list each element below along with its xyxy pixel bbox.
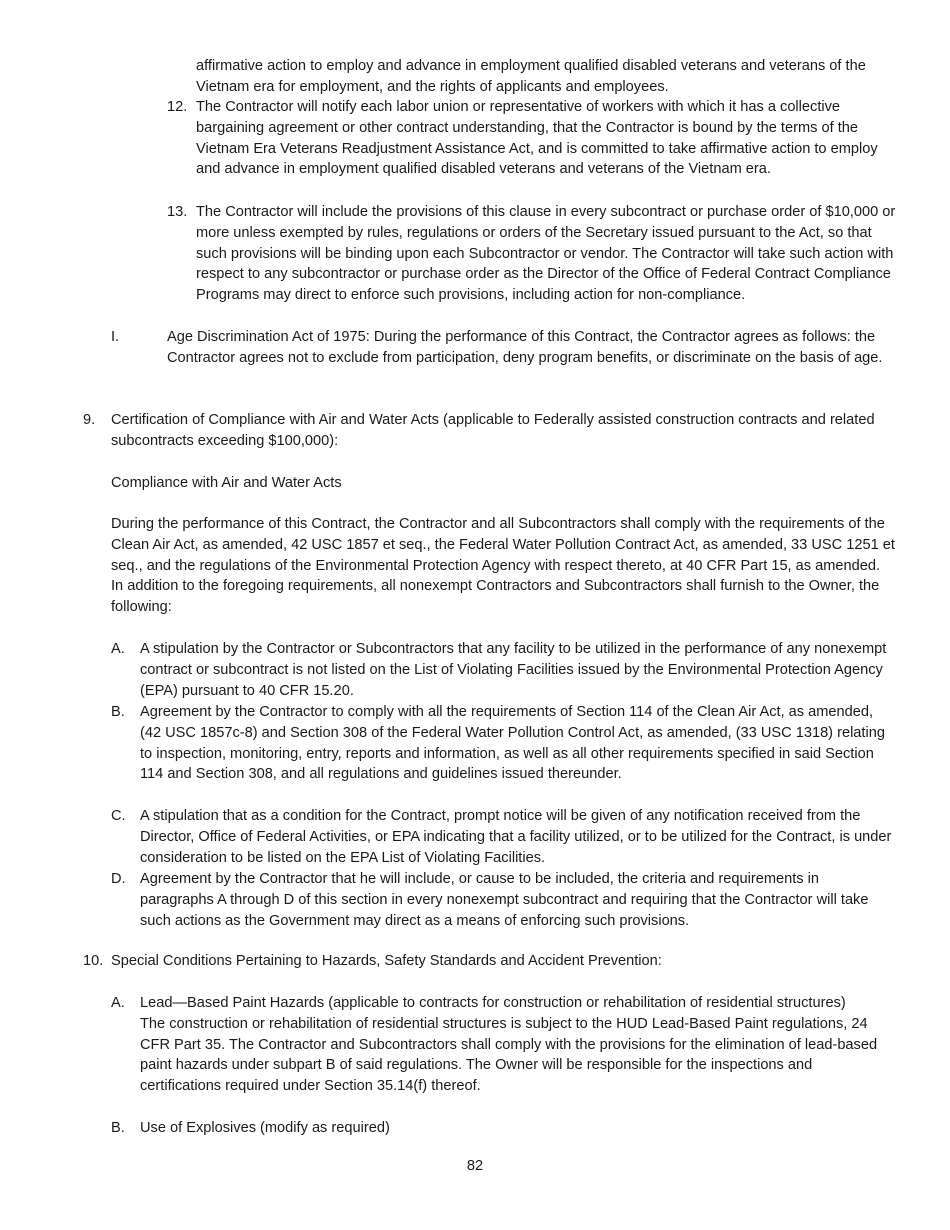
section-9-item-d-text: Agreement by the Contractor that he will include, or cause to be included, the criteria and requirements in paragraphs A through D of this section in every nonexempt subcontract and requiring that the Contractor will take such actions as the Government may direct as a means of enforcing such provisions.: [140, 871, 869, 929]
section-10-item-a-letter: A.: [111, 995, 125, 1011]
section-9-number: 9.: [83, 412, 96, 428]
section-9-item-b-text: Agreement by the Contractor to comply with all the requirements of Section 114 of the Clean Air Act, as amended, (42 USC 1857c-8) and Section 308 of the Federal Water Pollution Control Act, as amended, (33 USC 1318) relating to inspection, monitoring, entry, reports and information, as well as all other requirements specified in said Section 114 and Section 308, and all regulations and guidelines issued thereunder.: [140, 704, 885, 783]
list-item-12-text: The Contractor will notify each labor union or representative of workers with which it has a collective bargaining agreement or other contract understanding, that the Contractor is bound by the terms of the Vietnam Era Veterans Readjustment Assistance Act, and is committed to take affirmative action to employ and advance in employment qualified disabled veterans and veterans of the Vietnam era.: [196, 99, 878, 178]
section-9-paragraph: During the performance of this Contract, the Contractor and all Subcontractors shall comply with the requirements of the Clean Air Act, as amended, 42 USC 1857 et seq., the Federal Water Pollution Contract Act, as amended, 33 USC 1251 et seq., and the regulations of the Environmental Protection Agency with respect thereto, at 40 CFR Part 15, as amended. In addition to the foregoing requirements, all nonexempt Contractors and Subcontractors shall furnish to the Owner, the following:: [111, 516, 895, 616]
section-9-heading: Certification of Compliance with Air and Water Acts (applicable to Federally assisted construction contracts and related subcontracts exceeding $100,000):: [111, 412, 875, 449]
section-10-item-b-title: Use of Explosives (modify as required): [140, 1120, 390, 1136]
list-item-13-text: The Contractor will include the provisions of this clause in every subcontract or purchase order of $10,000 or more unless exempted by rules, regulations or orders of the Secretary issued pursuant to the Act, so that such provisions will be binding upon each Subcontractor or vendor. The Contractor will take such action with respect to any subcontractor or purchase order as the Director of the Office of Federal Contract Compliance Programs may direct to enforce such provisions, including action for non-compliance.: [196, 204, 896, 304]
continuation-paragraph: affirmative action to employ and advance in employment qualified disabled veterans and veterans of the Vietnam era for employment, and the rights of applicants and employees.: [196, 58, 866, 95]
section-10-number: 10.: [83, 953, 104, 969]
section-9-item-c-letter: C.: [111, 808, 126, 824]
section-10-item-b-letter: B.: [111, 1120, 125, 1136]
list-item-number-13: 13.: [167, 204, 188, 220]
section-10-heading: Special Conditions Pertaining to Hazards, Safety Standards and Accident Prevention:: [111, 953, 662, 969]
section-10-item-a: [140, 993, 896, 1097]
section-10-item-a-text: The construction or rehabilitation of residential structures is subject to the HUD Lead-Based Paint regulations, 24 CFR Part 35. The Contractor and Subcontractors shall comply with the provisions for the elimination of lead-based paint hazards under subpart B of said regulations. The Owner will be responsible for the inspections and certifications required under Section 35.14(f) thereof.: [140, 1015, 878, 1095]
list-item-i-text: Age Discrimination Act of 1975: During the performance of this Contract, the Contractor agrees as follows: the Contractor agrees not to exclude from participation, deny program benefits, or discriminate on the basis of age.: [167, 329, 883, 366]
section-9-item-c-text: A stipulation that as a condition for the Contract, prompt notice will be given of any notification received from the Director, Office of Federal Activities, or EPA indicating that a facility utilized, or to be utilized for the Contract, is under consideration to be listed on the EPA List of Violating Facilities.: [140, 808, 892, 866]
section-9-subheading: Compliance with Air and Water Acts: [111, 475, 342, 491]
section-9-item-b-letter: B.: [111, 704, 125, 720]
list-item-number-12: 12.: [167, 99, 188, 115]
section-9-item-d-letter: D.: [111, 871, 126, 887]
section-9-item-a-letter: A.: [111, 641, 125, 657]
list-item-letter-i: I.: [111, 329, 120, 345]
section-9-item-a-text: A stipulation by the Contractor or Subcontractors that any facility to be utilized in the performance of any nonexempt contract or subcontract is not listed on the List of Violating Facilities issued by the Environmental Protection Agency (EPA) pursuant to 40 CFR 15.20.: [140, 641, 887, 699]
section-10-item-a-title: Lead—Based Paint Hazards (applicable to contracts for construction or rehabilitation of residential structures): [140, 995, 846, 1011]
page-number: 82: [466, 1158, 484, 1174]
